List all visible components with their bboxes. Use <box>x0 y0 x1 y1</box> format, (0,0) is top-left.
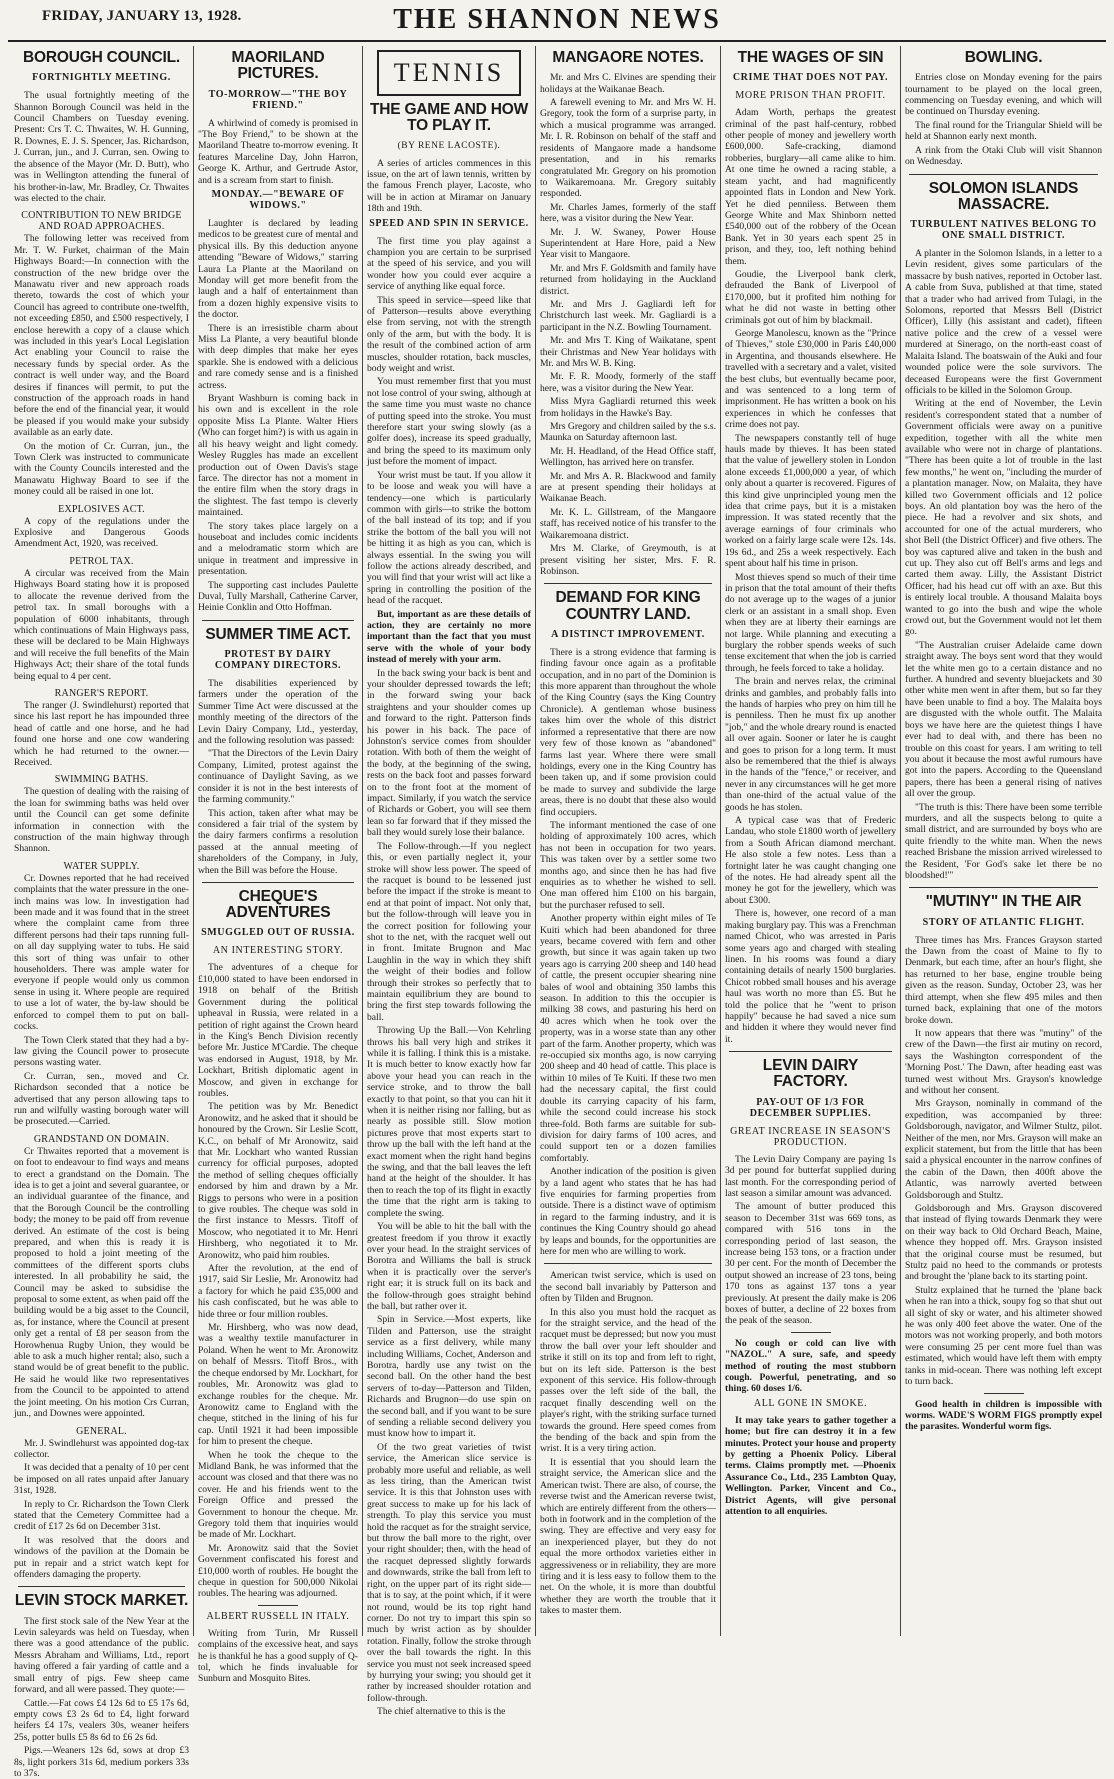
article-divider <box>909 174 1098 175</box>
column-5 <box>721 46 900 1636</box>
paragraph: Mr. J. Swindlehurst was appointed dog-tax collector. <box>14 1437 189 1460</box>
headline-summer-time-act: SUMMER TIME ACT. <box>205 625 351 643</box>
newspaper-title: THE SHANNON NEWS <box>393 4 721 35</box>
paragraph: Cattle.—Fat cows £4 12s 6d to £5 17s 6d, empty cows £3 2s 6d to £4, light forward heifers £4 17s, vealers 30s, weaner heifers 25s, potter bulls £5 8s 6d to £6 2s 6d. <box>14 1697 189 1743</box>
subheading: TURBULENT NATIVES BELONG TO ONE SMALL DISTRICT. <box>910 219 1097 242</box>
column-6 <box>901 46 1106 1636</box>
subheading: MONDAY.—"BEWARE OF WIDOWS." <box>211 188 345 211</box>
paragraph: Of the two great varieties of twist service, the American slice service is probably more useful and reliable, as well as less tiring, than the American twist service. It is this that Johnston uses with great success to make up for his lack of strength. To play this service you must hold the racquet as for the straight service, but throw the ball more to the right, over your right shoulder; then, with the head of the racquet depressed slightly forwards and downwards, strike the ball from left to right, on the upper part of its right side—that is to say, at the point which, if it were not round, would be its top right hand corner. Do not try to impart this spin so much by wrist action as by shoulder rotation. Finally, follow the stroke through over the ball towards the right. In this service you must not seek increased speed by hurrying your swing; you should get it rather by increased shoulder rotation and follow-through. <box>367 1441 531 1704</box>
paragraph: Throwing Up the Ball.—Von Kehrling throws his ball very high and strikes it while it is falling. I think this is a mistake. It is much better to know exactly how far above your head you can reach in the service stroke, and to throw the ball exactly to that point, so that you can hit it when it is neither rising nor falling, but as nearly as possible still. Slow motion pictures prove that most experts start to throw up the ball with the left hand at the exact moment when the right hand begins the swing, and that the ball leaves the left hand at the height of the shoulder. It has then to reach the top of its flight in exactly the time that the right arm is taking to complete the swing. <box>367 1025 531 1219</box>
subheading: SPEED AND SPIN IN SERVICE. <box>369 217 529 229</box>
headline-mutiny-in-the-air: "MUTINY" IN THE AIR <box>925 893 1082 911</box>
paragraph: Another property within eight miles of Te Kuiti which had been abandoned for three years, became covered with fern and other growth, but since it was again taken up two years ago is carrying 200 sheep and 140 head of cattle, the present occupier shearing nine bales of wool and obtaining 350 lambs this season. In addition to this the occupier is milking 38 cows, and pasturing his herd on 40 acres which when he took over the property, was in a worse state than any other part of the farm. Another property, which was re-occupied six months ago, is now carrying 200 sheep and 40 head of cattle. This place is within 10 miles of Te Kuiti. If these two men had the necessary capital, the first could double its carrying capacity of his farm, while the second could increase his stock three-fold. Both farms are suitable for sub-division for dairy farms of 100 acres, and could support ten or a dozen families comfortably. <box>540 913 716 1164</box>
paragraph: Cr Thwaites reported that a movement is on foot to endeavour to find ways and means to erect a grandstand on the Domain. The idea is to get a joint and several guarantee, or an individual guarantee of the finance, and that the Borough Council be the controlling body; the money to be paid off from revenue derived. An estimate of the cost is being prepared, and when this is ready it is proposed to hold a joint meeting of the committees of the different sports clubs interested. In all probability he said, the Council may be asked to subsidise the proposal to some extent, as when paid off the building would be a big asset to the Council, as, for instance, where the Council at present only get a rental of £8 per season from the Horowhenua Rugby Union, they would be able to ask a much higher rental; also, such a stand would be of great benefit to the public. He said he would like two representatives from the Council to be appointed to attend the joint meeting. On his motion Crs Curran, jun., and Downes were appointed. <box>14 1145 189 1420</box>
paragraph: There is a strong evidence that farming is finding favour once again as a profitable occupation, and in no part of the Dominion is this more apparent than throughout the whole of the King Country (says the King Country Chronicle). A gentleman whose business takes him over the whole of this district informed a representative that there are now very few of those known as "abandoned" farms last year. Where there were small holdings, every one in the King Country has been taken up, and if some provision could be made to survey and subdivide the large areas, there is no doubt that these also would find occupiers. <box>540 646 716 818</box>
paragraph: You must remember first that you must not lose control of your swing, although at the same time you must waste no chance of putting speed into the stroke. You must therefore start your swing slowly (as a golfer does), increase its speed gradually, and bring the speed to its maximum only just before the moment of impact. <box>367 376 531 468</box>
section-heading: RANGER'S REPORT. <box>54 687 149 699</box>
paragraph: Stultz explained that he turned the 'plane back when he ran into a thick, soupy fog so that shut out all sight of sky or water, and his altimeter showed he was only 400 feet above the water. One of the motors was not working properly, and both motors were consuming 25 per cent more fuel than was estimated, which would have left them with empty tanks in mid-ocean. There was nothing left except to turn back. <box>905 1284 1102 1388</box>
paragraph: The Levin Dairy Company are paying 1s 3d per pound for butterfat supplied during last month. For the corresponding period of last season a similar amount was advanced. <box>725 1153 896 1199</box>
paragraph: Goldsborough and Mrs. Grayson discovered that instead of flying towards Denmark they were on their way back to Old Orchard Beach, Maine, whence they hopped off. Mrs. Grayson insisted that the original course must be resumed, but Stultz paid no heed to the commands or protests and brought the 'plane back to its starting point. <box>905 1203 1102 1283</box>
paragraph: Mr. Aronowitz said that the Soviet Government confiscated his forest and £10,000 worth of roubles. He bought the cheque in question for 500,000 Nikolai roubles. The hearing was adjourned. <box>198 1542 358 1600</box>
section-heading: WATER SUPPLY. <box>63 860 140 872</box>
paragraph: Mr. J. W. Swaney, Power House Superintendent at Hare Hore, paid a New Year visit to Mangaore. <box>540 226 716 261</box>
article-divider <box>909 887 1098 888</box>
paragraph: Writing at the end of November, the Levin resident's correspondent stated that a number of Government officials were away on a punitive expedition, together with all the white men available who were not in charge of plantations. "There has been quite a lot of trouble in the last few months," he went on, "including the murder of a plantation manager. Now, on Malaita, they have killed two Government officials and 12 police boys. An old plantation boy was the hero of the piece. He had a revolver and six shots, and accounted for one of the actual murderers, who shot Bell (the District Officer) and five others. The boy was captured alive and taken in the bush and cut up. They also cut off Bell's arms and legs and carted them away. Lilly, the Assistant District Officer, had his head cut off with an axe. But this is entirely local trouble. A thousand Malaita boys wanted to go into the bush and wipe the whole crowd out, but the Government would not let them go. <box>905 398 1102 638</box>
paragraph: The disabilities experienced by farmers under the operation of the Summer Time Act were discussed at the monthly meeting of the directors of the Levin Dairy Company, Ltd., yesterday, and the following resolution was passed: <box>198 678 358 747</box>
paragraph: A series of articles commences in this issue, on the art of lawn tennis, written by the famous French player, Lacoste, who will be in action at Miramar on January 18th and 19th. <box>367 157 531 215</box>
paragraph: Three times has Mrs. Frances Grayson started the Dawn from the coast of Maine to fly to Denmark, but each time, after an hour's flight, she has returned to her base, engine trouble being given as the reason. Sunday, October 23, was her third attempt, when she flew 495 miles and then turned back, explaining that one of the motors broke down. <box>905 934 1102 1026</box>
paragraph: The Town Clerk stated that they had a by-law giving the Council power to prosecute persons wasting water. <box>14 1034 189 1069</box>
paragraph: Mr. Charles James, formerly of the staff here, was a visitor during the New Year. <box>540 201 716 225</box>
section-heading: EXPLOSIVES ACT. <box>58 503 145 515</box>
paragraph: A circular was received from the Main Highways Board stating how it is proposed to allocate the revenue derived from the petrol tax. In small boroughs with a population of 6000 inhabitants, through which continuations of Main Highways pass, these will be declared to be Main Highways and will receive the full benefits of the Main Highways Act; their share of the total funds being equal to 4 per cent. <box>14 567 189 682</box>
headline-wages-of-sin: THE WAGES OF SIN <box>737 49 884 66</box>
paragraph: The brain and nerves relax, the criminal drinks and gambles, and probably falls into the hands of harpies who prey on him till he is penniless. Then he must fix up another "job," and the whole dreary round is enacted all over again. Sooner or later he is caught and goes to prison for a long term. It must also be remembered that the thief is always in the hands of the "fence," or receiver, and never in any circumstances will he get more than one-third of the actual value of the goods he has stolen. <box>725 676 896 813</box>
paragraph: You will be able to hit the ball with the greatest freedom if you throw it exactly over your head. In the straight services of Borotra and Williams the ball is struck when it is practically over the server's right ear; it is struck full on its back and the follow-through goes straight behind the ball, but rather over it. <box>367 1221 531 1312</box>
paragraph: "The Australian cruiser Adelaide came down straight away. The boys sent word that they would let the white men go to a certain distance and no further. A hundred and seventy bluejackets and 30 other white men went in after them, but so far they have been unable to find a boy. The Malaita boys are disgusted with the whole outfit. The Malaita boys we have here are the quietest things I have ever had to deal with, and there has been no trouble on this coast for years. I am writing to tell you about it because the most awful rumours have got into the papers. According to the Queensland papers, there has been a general rising of natives all over the group. <box>905 639 1102 800</box>
section-heading: GENERAL. <box>76 1425 127 1437</box>
headline-king-country-land: DEMAND FOR KING COUNTRY LAND. <box>555 589 701 623</box>
masthead-rule <box>8 40 1106 42</box>
paragraph: Mr. F. R. Moody, formerly of the staff here, was a visitor during the New Year. <box>540 371 716 394</box>
short-rule <box>258 1605 298 1606</box>
subheading: ALBERT RUSSELL IN ITALY. <box>206 1610 350 1622</box>
paragraph: Mrs Gregory and children sailed by the s.s. Maunka on Saturday afternoon last. <box>540 421 716 444</box>
subheading: PROTEST BY DAIRY COMPANY DIRECTORS. <box>214 649 342 672</box>
paragraph: It was decided that a penalty of 10 per cent be imposed on all rates unpaid after January 31st, 1928. <box>14 1462 189 1497</box>
paragraph: The chief alternative to this is the <box>377 1706 506 1718</box>
paragraph: Mr. K. L. Gillstream, of the Mangaore staff, has received notice of his transfer to the Waikaremoana district. <box>540 506 716 541</box>
paragraph: Miss Myra Gagliardi returned this week from holidays in the Hawke's Bay. <box>540 396 716 419</box>
subheading: A DISTINCT IMPROVEMENT. <box>551 628 705 640</box>
paragraph: Adam Worth, perhaps the greatest criminal of the past half-century, robbed other people of money and jewellery worth £600,000. Safe-cracking, diamond robberies, burglary—all came alike to him. At one time he owned a racing stable, a steam yacht, and had magnificently appointed flats in London and New York. Yet he died penniless. Between them George White and Max Shinborn netted £540,000 out of the robbery of the Ocean Bank. Yet in 30 years each spent 25 in prison, and they, too, left nothing behind them. <box>725 107 896 267</box>
paragraph: Most thieves spend so much of their time in prison that the total amount of their thefts do not average up to the wages of a junior clerk or an assistant in a small shop. Even when they are at liberty their earnings are not large. While planning and executing a burglary the robber spends weeks of such tense excitement that when the job is carried through, he feels forced to take a holiday. <box>725 571 896 674</box>
paragraph: This action, taken after what may be considered a fair trial of the system by the dairy farmers confirms a resolution passed at the annual meeting of shareholders of the Company, in July, when the Bill was before the House. <box>198 807 358 876</box>
paragraph: A planter in the Solomon Islands, in a letter to a Levin resident, gives some particulars of the massacre by bush natives, reported in October last. A cable from Suva, published at that time, stated that a trader who had arrived from Tulagi, in the Solomons, reported that Messrs Bell (District Officer), Lilly (his assistant and cadet), fifteen native police and the crew of a vessel were murdered at Sinerago, on the north-east coast of Malaita Island. The boatswain of the Auki and four wounded police were the sole survivors. The deceased Europeans were the first Government officials to be killed in the Solomon Group. <box>905 248 1102 396</box>
column-2 <box>194 46 362 1685</box>
paragraph: The adventures of a cheque for £10,000 stated to have been endorsed in 1918 on behalf of the British Government during the political upheaval in Russia, were related in a petition of right against the Crown heard in the King's Bench Division recently before Mr. Justice M'Cardie. The cheque was endorsed in August, 1918, by Mr. Lockhart, British diplomatic agent in Moscow, and given in exchange for roubles. <box>198 962 358 1099</box>
paragraph: "The truth is this: There have been some terrible murders, and all the suspects belong to quite a small district, and are surrounded by boys who are quite friendly to the white man. When the news reached Brisbane the mission arrived wirelessed to the Resident, 'For God's sake let there be no bloodshed!'" <box>905 801 1102 881</box>
paragraph: The newspapers constantly tell of huge hauls made by thieves. It has been stated that the value of jewellery stolen in London alone exceeds £1,000,000 a year, of which only about a quarter is recovered. Figures of this kind give unprincipled young men the idea that crime pays, but it is a mistaken impression. It was stated recently that the average earnings of four criminals who worked on a fairly large scale were 12s. 14s. 19s 6d., and 25s a week respectively. Each spent about half his time in prison. <box>725 432 896 570</box>
paragraph: Mr. and Mrs J. Gagliardi left for Christchurch last week. Mr. Gagliardi is a participant in the N.Z. Bowling Tournament. <box>540 298 716 333</box>
advertisement-nazol: No cough or cold can live with "NAZOL." A sure, safe, and speedy method of routing the most stubborn cough. Powerful, penetrating, and so thing. 60 doses 1/6. <box>725 1337 896 1395</box>
advertisement-phoenix: It may take years to gather together a home; but fire can destroy it in a few minutes. Protect your house and property by getting a Phoenix Policy. Liberal terms. Claims promptly met. —Phoenix Assurance Co., Ltd., 235 Lambton Quay, Wellington. Parker, Vincent and Co., District Agents, will give personal attention to all enquiries. <box>725 1414 896 1518</box>
paragraph: The following letter was received from Mr. T. W. Furket, chairman of the Main Highways Board:—In connection with the construction of the new bridge over the Manawatu river and new approach roads thereto, towards the cost of which your Council has agreed to contribute one-twelfth, not exceeding £850, and £500 respectively, I enclose herewith a copy of a clause which was included in this year's Local Legislation Act enabling your Council to raise the necessary funds by special order. As the contract is well under way, and the Board desires if finances will permit, to put the construction of the approach roads in hand before the end of the financial year, it would be pleased if you would make your subsidy available as an early date. <box>14 233 189 439</box>
paragraph: Laughter is declared by leading medicos to be greatest cure of mental and physical ills. By this deduction anyone attending "Beware of Widows," starring Laura La Plante at the Maoriland on Monday will get more benefit from the laugh and a half of entertainment than from a dozen highly expensive visits to the doctor. <box>198 217 358 321</box>
issue-date: FRIDAY, JANUARY 13, 1928. <box>42 8 242 24</box>
paragraph: Cr. Curran, sen., moved and Cr. Richardson seconded that a notice be advertised that any person allowing taps to run and wilfully wasting borough water will be prosecuted.—Carried. <box>14 1070 189 1128</box>
subheading: MORE PRISON THAN PROFIT. <box>735 90 886 102</box>
byline: (BY RENE LACOSTE). <box>397 140 501 151</box>
column-4 <box>536 46 720 1636</box>
paragraph: Cr. Downes reported that he had received complaints that the water pressure in the one-inch mains was low. In investigation had been made and it was found that in the street where the complaint came from three different persons had their taps running full-on all day supplying water to tubs. He said this sort of thing was unfair to other householders. There was ample water for everyone if people would only us common sense in using it. Where people are required to use a lot of water, the by-law should be enforced to compel them to put on ball-cocks. <box>14 872 189 1033</box>
paragraph: On the motion of Cr. Curran, jun., the Town Clerk was instructed to communicate with the County Councils interested and the Manawatu Highway Board to see if the money could all be raised in one lot. <box>14 440 189 498</box>
paragraph: The question of dealing with the raising of the loan for swimming baths was held over until the Council can get some definite information in connection with the construction of the main highway through Shannon. <box>14 786 189 855</box>
paragraph: Mrs Grayson, nominally in command of the expedition, was accompanied by three: Goldsborough, navigator, and Wilmer Stultz, pilot. Neither of the men, nor Mrs. Grayson will make an explicit statement, but from the little that has been said a physical encounter in the narrow confines of the cabin of the Dawn, then 400ft above the Atlantic, was narrowly averted between Goldsborough and Stultz. <box>905 1098 1102 1201</box>
paragraph: "That the Directors of the Levin Dairy Company, Limited, protest against the continuance of Daylight Saving, as we consider it is not in the best interests of the farming community." <box>198 748 358 806</box>
paragraph: The petition was by Mr. Benedict Aronowitz, and he asked that it should be honoured by the Crown. Sir Leslie Scott, K.C., on behalf of Mr Aronowitz, said that Mr. Lockhart who wanted Russian currency for official purposes, adopted the method of selling cheques officially endorsed by him and drawn by a Mr. Riggs to persons who were in a position to give roubles. The cheque was sold in the first instance to Messrs. Titoff of Moscow, who negotiated it to Mr. Henri Hirshberg, who negotiated it to Mr. Aronowitz, who paid him roubles. <box>198 1101 358 1261</box>
paragraph: Spin in Service.—Most experts, like Tilden and Patterson, use the straight service as a first delivery, while many including Williams, Cochet, Anderson and Borotra, hardly use any twist on the second ball. On the other hand the best servers of to-day—Patterson and Tilden, Richards and Brugnon—do use spin on the second ball, and if you want to be sure of sending a reliable second delivery you must know how to impart it. <box>367 1314 531 1440</box>
paragraph: The final round for the Triangular Shield will be held at Shannon early next month. <box>905 119 1102 143</box>
article-divider <box>544 583 712 584</box>
paragraph: The usual fortnightly meeting of the Shannon Borough Council was held in the Council Chambers on Tuesday evening. Present: Crs T. C. Thwaites, W. H. Gunning, R. Downes, E. J. S. Spencer, Jas. Richardson, J. Curran, jun., and J. Curran, sen. Owing to the absence of the Mayor (Mr. D. Butt), who was in Wellington attending the funeral of his brother-in-law, Mr. Bradley, Cr. Thwaites was elected to the chair. <box>14 90 189 204</box>
paragraph: American twist service, which is used on the second ball invariably by Patterson and often by Tilden and Brugnon. <box>540 1270 716 1305</box>
headline-bowling: BOWLING. <box>964 49 1043 66</box>
subheading: FORTNIGHTLY MEETING. <box>32 72 171 84</box>
headline-maoriland-pictures: MAORILAND PICTURES. <box>231 49 325 83</box>
column-3 <box>363 46 535 1718</box>
paragraph: Your wrist must be taut. If you allow it to be loose and weak you will have a tendency—one which is particularly common with girls—to strike the bottom of the ball instead of its top; and if you strike the bottom of the ball you will not be hitting it as high as you can, which is always essential. In the swing you will follow the actions already described, and you will find that your wrist will act like a spring in controlling the position of the head of the racquet. <box>367 469 531 607</box>
article-divider <box>202 882 354 883</box>
subheading: SMUGGLED OUT OF RUSSIA. <box>201 927 355 939</box>
paragraph: In the back swing your back is bent and your shoulder depressed towards the left; in the forward swing your back straightens and your shoulder comes up and forward to the right. Patterson finds his power in his back. The pace of Johnston's service comes from shoulder rotation. With both of them the weight of the body, at the beginning of the swing, rests on the back foot and passes forward on to the front foot at the moment of impact. Similarly, if you watch the service of Richards or Gobert, you will see them lean so far forward that if they missed the ball they would surely lose their balance. <box>367 667 531 839</box>
subheading: PAY-OUT OF 1/3 FOR DECEMBER SUPPLIES. <box>749 1096 872 1119</box>
paragraph: It is essential that you should learn the straight service, the American slice and the American twist. There are also, of course, the reverse twist and the American reverse twist, which are entirely different from the others—both in footwork and in the completion of the swing. They are effective and very easy for an inexperienced player, but they do not equal the more orthodox varieties either in aggressiveness or in reliability, they are more tiring and it is less easy to follow them to the net. On the whole, it is more than doubtful whether they are worth the trouble that it takes to master them. <box>540 1456 716 1617</box>
short-rule <box>791 1332 831 1333</box>
headline-tennis: THE GAME AND HOW TO PLAY IT. <box>369 101 529 135</box>
subheading: ALL GONE IN SMOKE. <box>753 1397 868 1409</box>
paragraph: Mr. and Mrs C. Elvines are spending their holidays at the Waikanae Beach. <box>540 72 716 95</box>
paragraph: The ranger (J. Swindlehurst) reported that since his last report he has impounded three head of cattle and one horse, and he had found one horse and one cow wandering which he had returned to the owner.—Received. <box>14 699 189 768</box>
paragraph: This speed in service—speed like that of Patterson—results above everything else from serving, not with the strength only of the arm, but with the body. It is the result of the combined action of arm muscles, shoulder rotation, back muscles, body weight and wrist. <box>367 294 531 375</box>
headline-levin-stock-market: LEVIN STOCK MARKET. <box>14 1592 189 1610</box>
section-heading: CONTRIBUTION TO NEW BRIDGE AND ROAD APPROACHES. <box>21 210 182 233</box>
paragraph: In reply to Cr. Richardson the Town Clerk stated that the Cemetery Committee had a credit of £17 2s 6d on December 31st. <box>14 1498 189 1533</box>
subheading: STORY OF ATLANTIC FLIGHT. <box>922 916 1085 928</box>
headline-borough-council: BOROUGH COUNCIL. <box>23 49 180 66</box>
paragraph: The amount of butter produced this season to December 31st was 669 tons, as compared with 516 tons in the corresponding period of last season, the increase being 153 tons, or a fraction under 30 per cent. For the month of December the output showed an increase of 23 tons, being 170 tons as against 137 tons a year previously. At present the daily make is 206 boxes of butter, a decline of 22 boxes from the peak of the season. <box>725 1201 896 1327</box>
paragraph: Mr. H. Headland, of the Head Office staff, Wellington, has arrived here on transfer. <box>540 445 716 469</box>
paragraph: When he took the cheque to the Midland Bank, he was informed that the account was closed and that there was no cover. He and his friends went to the Foreign Office and pressed the Government to honour the cheque. Mr. Gregory told them that inquiries would be made of Mr. Lockhart. <box>198 1449 358 1541</box>
paragraph: Mr. Hirshberg, who was now dead, was a wealthy textile manufacturer in Poland. When he went to Mr. Aronowitz on behalf of Messrs. Titoff Bros., with the cheque endorsed by Mr. Lockhart, for roubles, Mr. Aronowitz was glad to exchange roubles for the cheque. Mr. Aronowitz came to England with the cheque, stitched in the lining of his fur cap. Until 1921 it had been impossible for him to present the cheque. <box>198 1322 358 1448</box>
paragraph: Another indication of the position is given by a land agent who states that he has had five enquiries for farming properties from outside. There is a distinct wave of optimism in regard to the farming industry, and it is continues the King Country should go ahead by leaps and bounds, for the opportunities are here for men who are willing to work. <box>540 1166 716 1257</box>
paragraph: Goudie, the Liverpool bank clerk, defrauded the Bank of Liverpool of £170,000, but it profited him nothing for what he did not waste in betting other criminals got out of him by blackmail. <box>725 268 896 326</box>
advertisement-worm-figs: Good health in children is impossible with worms. WADE'S WORM FIGS promptly expel the parasites. Wonderful worm figs. <box>905 1398 1102 1433</box>
paragraph: There is an irresistible charm about Miss La Plante, a very beautiful blonde with deep dimples that make her eyes sparkle. She is endowed with a delicious and rare comedy sense and is a finished actress. <box>198 322 358 391</box>
section-heading: PETROL TAX. <box>69 555 134 567</box>
paragraph: Entries close on Monday evening for the pairs tournament to be played on the local green, commencing on Tuesday evening, and which will be continued on Thursday evening. <box>905 72 1102 118</box>
masthead <box>0 0 1114 40</box>
paragraph: A copy of the regulations under the Explosive and Dangerous Goods Amendment Act, 1920, was received. <box>14 515 189 550</box>
paragraph: Mr. and Mrs A. R. Blackwood and family are at present spending their holidays at Waikanae Beach. <box>540 470 716 505</box>
paragraph-bold: But, important as are these details of action, they are certainly no more important than the fact that you must serve with the whole of your body instead of merely with your arm. <box>367 608 531 666</box>
tennis-banner: TENNIS <box>377 50 521 96</box>
column-1 <box>10 46 193 1779</box>
paragraph: In this also you must hold the racquet as for the straight service, and the head of the racquet must be depressed; but now you must throw the ball over your left shoulder and strike it still on its top and from left to right, but on its left side. Patterson is the best exponent of this service. His follow-through passes over the left side of the ball, the racquet finally descending well on the player's right, with the striking surface turned towards the ground. Here speed comes from the bending of the back and spin from the wrist. It is a very tiring action. <box>540 1306 716 1455</box>
subheading: AN INTERESTING STORY. <box>212 945 344 957</box>
paragraph: Mr. and Mrs F. Goldsmith and family have returned from holidaying in the Auckland district. <box>540 262 716 297</box>
paragraph: Mr. and Mrs T. King of Waikatane, spent their Christmas and New Year holidays with Mr. and Mrs W. B. King. <box>540 335 716 370</box>
article-divider <box>729 1051 892 1052</box>
paragraph: The first time you play against a champion you are certain to be surprised at the speed of his service, and you will wonder how you could ever acquire a service of anything like equal force. <box>367 235 531 293</box>
paragraph: It now appears that there was "mutiny" of the crew of the Dawn—the first air mutiny on record, says the Washington correspondent of the 'Morning Post.' The Dawn, after heading east was turned west without Mrs. Grayson's knowledge and without her consent. <box>905 1027 1102 1096</box>
article-divider <box>18 1586 185 1587</box>
headline-mangaore-notes: MANGAORE NOTES. <box>552 49 704 66</box>
headline-cheques-adventures: CHEQUE'S ADVENTURES <box>225 887 331 922</box>
short-rule <box>984 1393 1024 1394</box>
section-heading: GRANDSTAND ON DOMAIN. <box>33 1133 170 1145</box>
paragraph: Writing from Turin, Mr Russell complains of the excessive heat, and says he is thankful he has a good supply of Q-tol, which he finds invaluable for Sunburn and Mosquito Bites. <box>198 1627 358 1685</box>
subheading: GREAT INCREASE IN SEASON'S PRODUCTION. <box>730 1125 891 1148</box>
subheading: TO-MORROW—"THE BOY FRIEND." <box>208 88 348 111</box>
paragraph: Pigs.—Weaners 12s 6d, sows at drop £3 8s, light porkers 31s 6d, medium porkers 33s to 37s. <box>14 1745 189 1779</box>
headline-levin-dairy-factory: LEVIN DAIRY FACTORY. <box>762 1057 859 1091</box>
paragraph: A rink from the Otaki Club will visit Shannon on Wednesday. <box>905 144 1102 168</box>
paragraph: A whirlwind of comedy is promised in "The Boy Friend," to be shown at the Maoriland Theatre to-morrow evening. It features Marceline Day, John Harron, George K. Arthur, and Gertrude Astor, and is a scream from start to finish. <box>198 117 358 186</box>
paragraph: After the revolution, at the end of 1917, said Sir Leslie, Mr. Aronowitz had a factory for which he paid £35,000 and his cash confiscated, but he was able to hide three or four million roubles. <box>198 1263 358 1320</box>
subheading: CRIME THAT DOES NOT PAY. <box>732 72 889 84</box>
paragraph: Mrs M. Clarke, of Greymouth, is at present visiting her sister, Mrs. F. R. Robinson. <box>540 543 716 577</box>
paragraph: The supporting cast includes Paulette Duval, Tully Marshall, Catherine Carver, Heinie Conklin and Otto Hoffman. <box>198 579 358 614</box>
paragraph: The story takes place largely on a houseboat and includes comic incidents and a melodramatic storm which are unique in treatment and impressive in presentation. <box>198 520 358 578</box>
paragraph: A farewell evening to Mr. and Mrs W. H. Gregory, took the form of a surprise party, in which a musical programme was arranged. Mr. I. R. Robinson on behalf of the staff and residents of Mangaore made a handsome presentation, and in his remarks congratulated Mr. Gregory on his promotion to Waikaremoana. Mr. Gregory suitably responded. <box>540 97 716 200</box>
section-heading: SWIMMING BATHS. <box>54 774 149 786</box>
headline-solomon-islands: SOLOMON ISLANDS MASSACRE. <box>928 179 1079 213</box>
paragraph: The informant mentioned the case of one holding of approximately 100 acres, which has not been in occupation for two years. This was taken over by a settler some two months ago, and since then he has had five enquiries as to whether he wished to sell. One man offered him £100 on his bargain, but the purchaser refused to sell. <box>540 819 716 911</box>
paragraph: It was resolved that the doors and windows of the pavilion at the Domain be put in repair and a strict watch kept for offenders damaging the property. <box>14 1534 189 1580</box>
paragraph: A typical case was that of Frederic Landau, who stole £1800 worth of jewellery from a South African diamond merchant. He also stole a few notes. Less than a fortnight later he was caught changing one of the notes. He had already spent all the money he got for the jewellery, which was about £300. <box>725 815 896 906</box>
article-divider <box>544 1263 712 1264</box>
paragraph: There is, however, one record of a man making burglary pay. This was a Frenchman named Chicot, who was arrested in Paris some years ago and charged with stealing linen. In his rooms was found a diary containing details of nearly 1500 burglaries. Chicot robbed small houses and his average haul was worth no more than £5. But he told the police that he "went to prison happily" because he had saved a nice sum and hidden it where they would never find it. <box>725 908 896 1045</box>
paragraph: George Manolescu, known as the "Prince of Thieves," stole £30,000 in Paris £40,000 in Argentina, and thousands elsewhere. He travelled with a secretary and a valet, visited the best clubs, but eventually became poor, and was sentenced to a long term of imprisonment. He has written a book on his experiences in which he confesses that crime does not pay. <box>725 327 897 431</box>
article-divider <box>202 620 354 621</box>
paragraph: Bryant Washburn is coming back in his own and is excellent in the role opposite Miss La Plante. Walter Hiers (Who can forget him?) is with us again in all his heavy weight and light comedy. Wesley Ruggles has made an excellent production out of Owen Davis's stage farce. The director has not a moment in the entire film when the story drags in the slightest. The fast tempo is cleverly maintained. <box>198 393 358 519</box>
paragraph: The Follow-through.—If you neglect this, or even partially neglect it, your stroke will show less power. The speed of the racquet is bound to be lessened just before the impact if the stroke is meant to end at that point of impact. Not only that, but the follow-through will leave you in the correct position for following your shot to the net, with the racquet well out in front. Imitate Brugnon and Mac Laughlin in the way in which they shift the weight of their bodies and follow through their strokes so perfectly that to maintain equilibrium they are bound to bring the first step towards following the ball. <box>367 840 531 1023</box>
paragraph: The first stock sale of the New Year at the Levin saleyards was held on Tuesday, when there was a good attendance of the public. Messrs Abraham and Williams, Ltd., report having offered a fair yarding of cattle and a small entry of pigs. Few sheep came forward, and all were passed. They quote:— <box>14 1615 189 1696</box>
